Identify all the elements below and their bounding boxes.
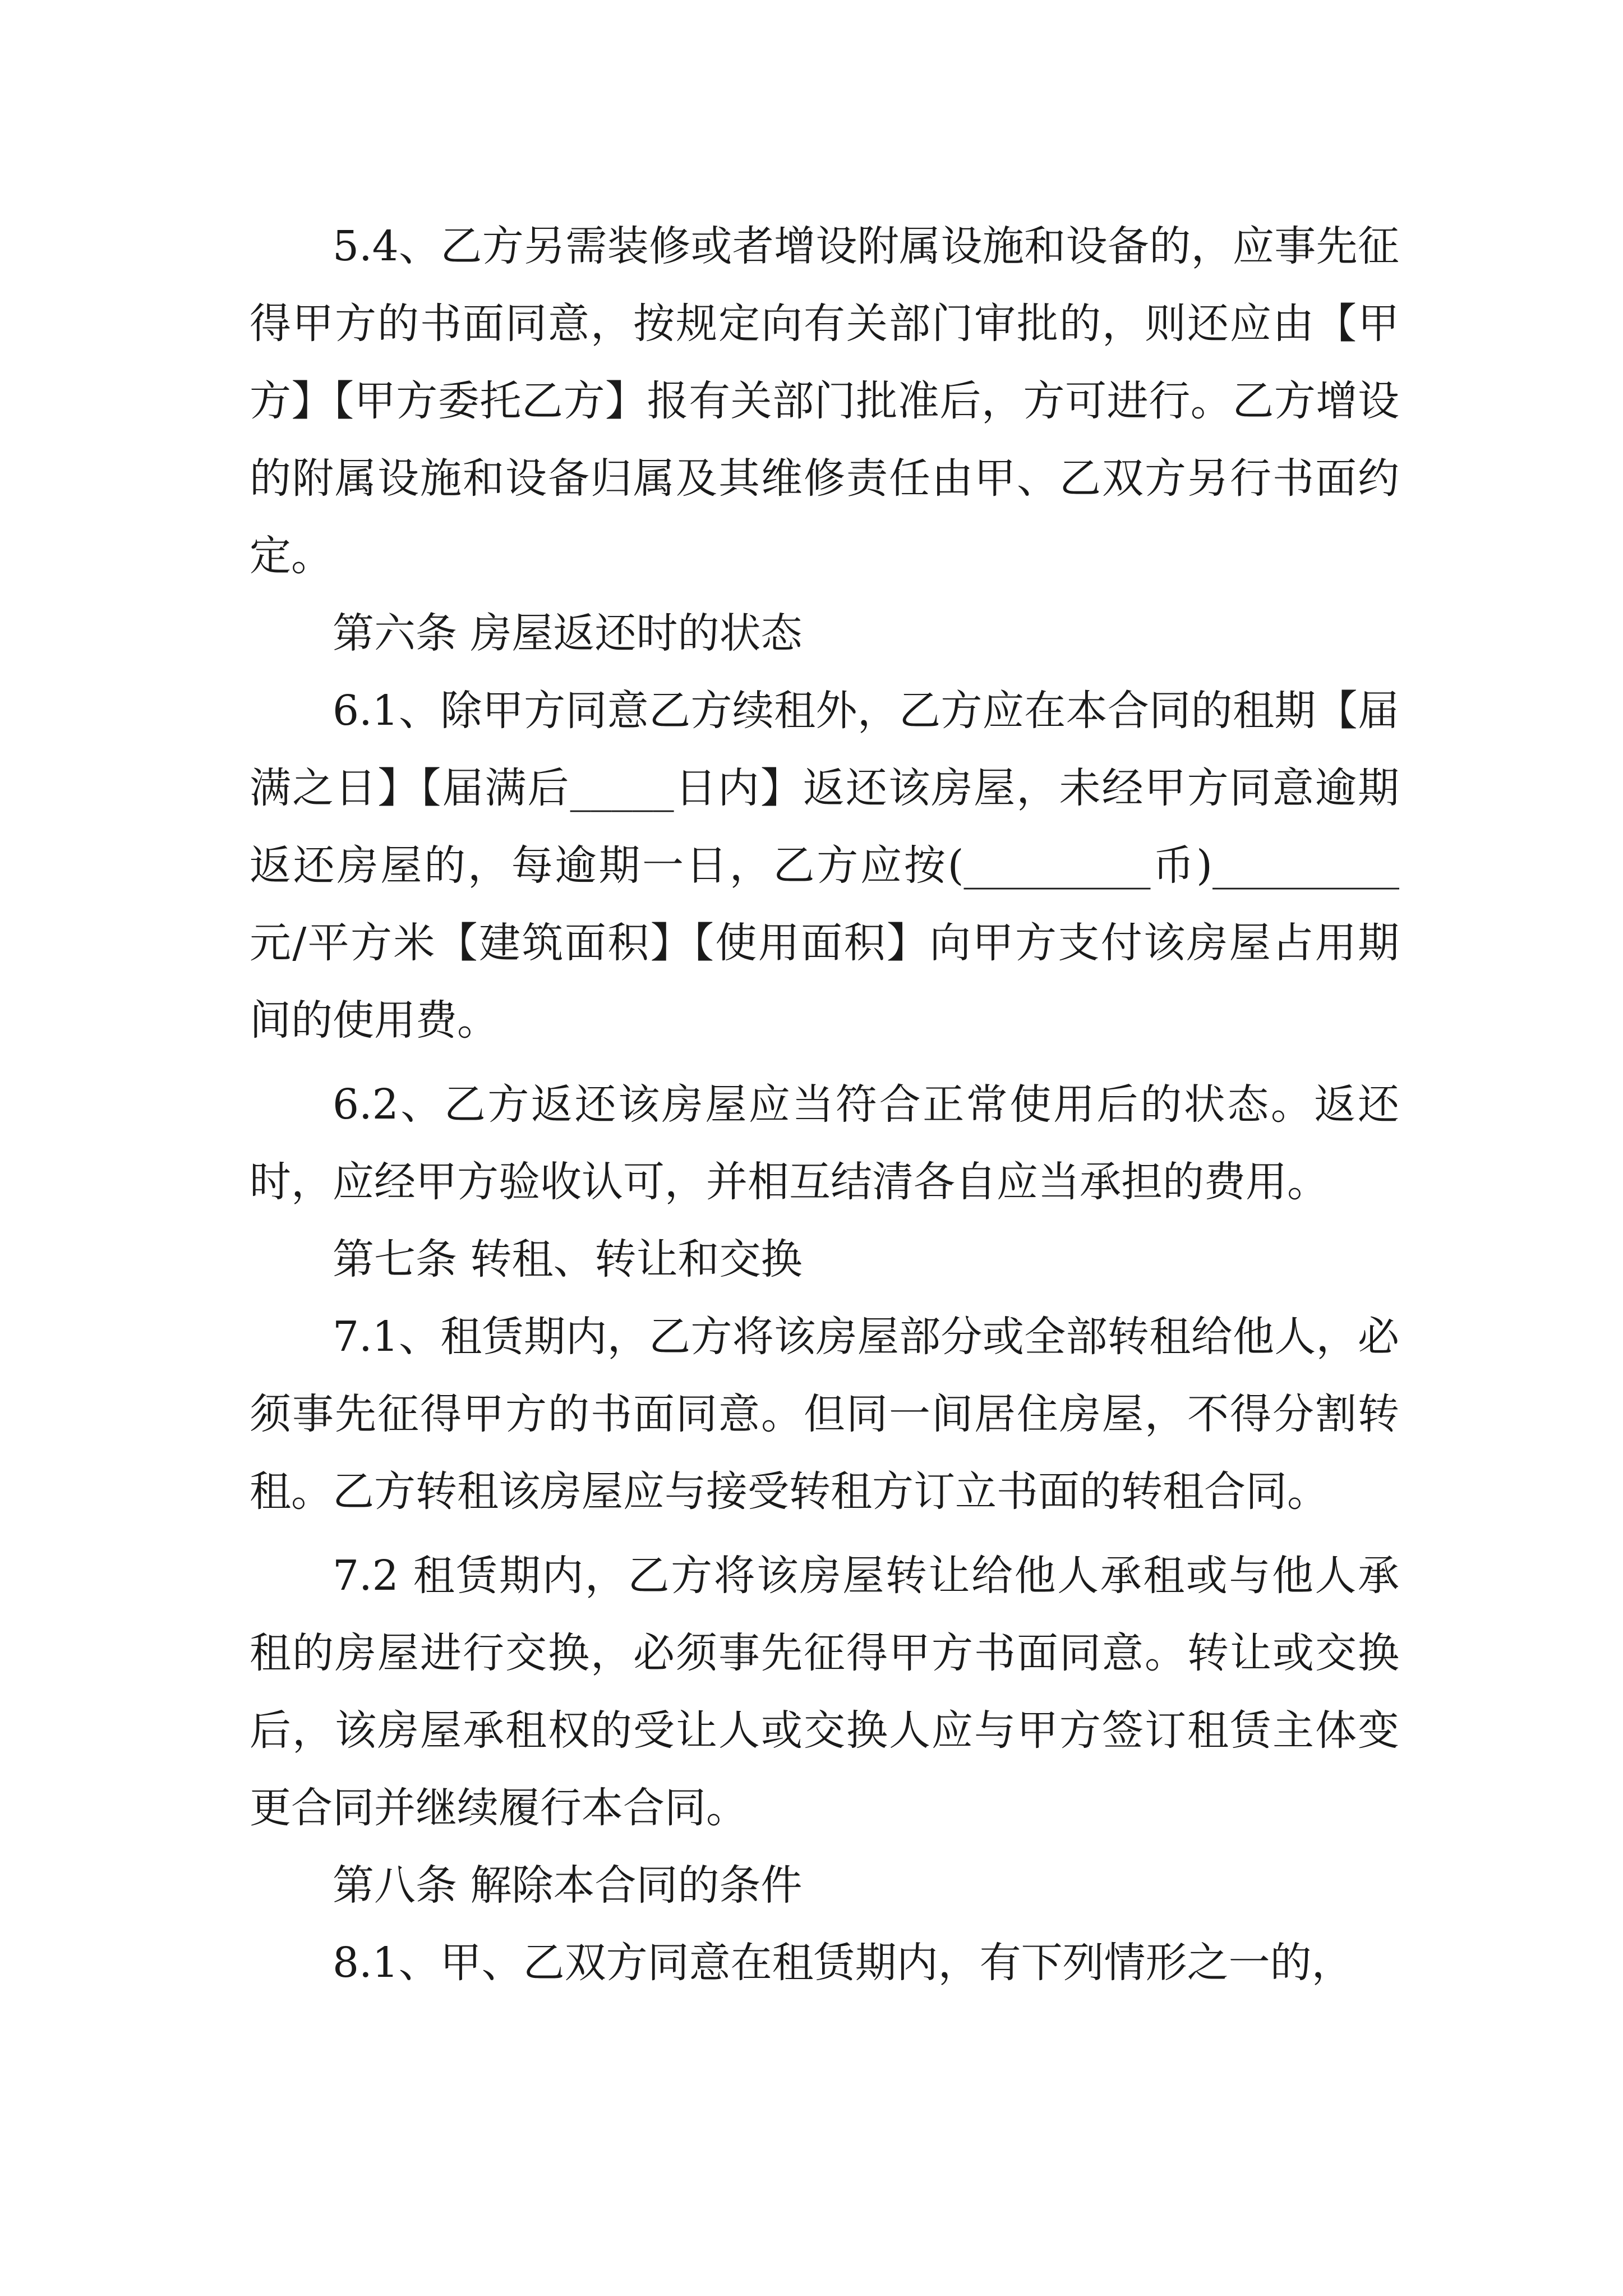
article-8-heading: 第八条 解除本合同的条件 (333, 1861, 803, 1910)
clause-7-2: 7.2 租赁期内，乙方将该房屋转让给他人承租或与他人承租的房屋进行交换，必须事先征得甲方书面同意。转让或交换后，该房屋承租权的受让人或交换人应与甲方签订租赁主体变更合同并继续履行本合同。 (250, 1552, 1399, 1832)
document-body (250, 208, 1399, 2001)
article-6-heading: 第六条 房屋返还时的状态 (333, 609, 803, 657)
clause-7-1: 7.1、租赁期内，乙方将该房屋部分或全部转租给他人，必须事先征得甲方的书面同意。但同一间居住房屋，不得分割转租。乙方转租该房屋应与接受转租方订立书面的转租合同。 (250, 1313, 1399, 1516)
article-7-heading: 第七条 转租、转让和交换 (333, 1235, 803, 1283)
clause-5-4: 5.4、乙方另需装修或者增设附属设施和设备的，应事先征得甲方的书面同意，按规定向有关部门审批的，则还应由【甲方】【甲方委托乙方】报有关部门批准后，方可进行。乙方增设的附属设施和设备归属及其维修责任由甲、乙双方另行书面约定。 (250, 222, 1399, 580)
clause-8-1: 8.1、甲、乙双方同意在租赁期内，有下列情形之一的， (333, 1939, 1353, 1987)
clause-6-2: 6.2、乙方返还该房屋应当符合正常使用后的状态。返还时，应经甲方验收认可，并相互结清各自应当承担的费用。 (250, 1080, 1399, 1206)
clause-6-1: 6.1、除甲方同意乙方续租外，乙方应在本合同的租期【届满之日】【届满后_____日内】返还该房屋，未经甲方同意逾期返还房屋的，每逾期一日，乙方应按(_________币)_________元/平方米【建筑面积】【使用面积】向甲方支付该房屋占用期间的使用费。 (250, 687, 1399, 1045)
